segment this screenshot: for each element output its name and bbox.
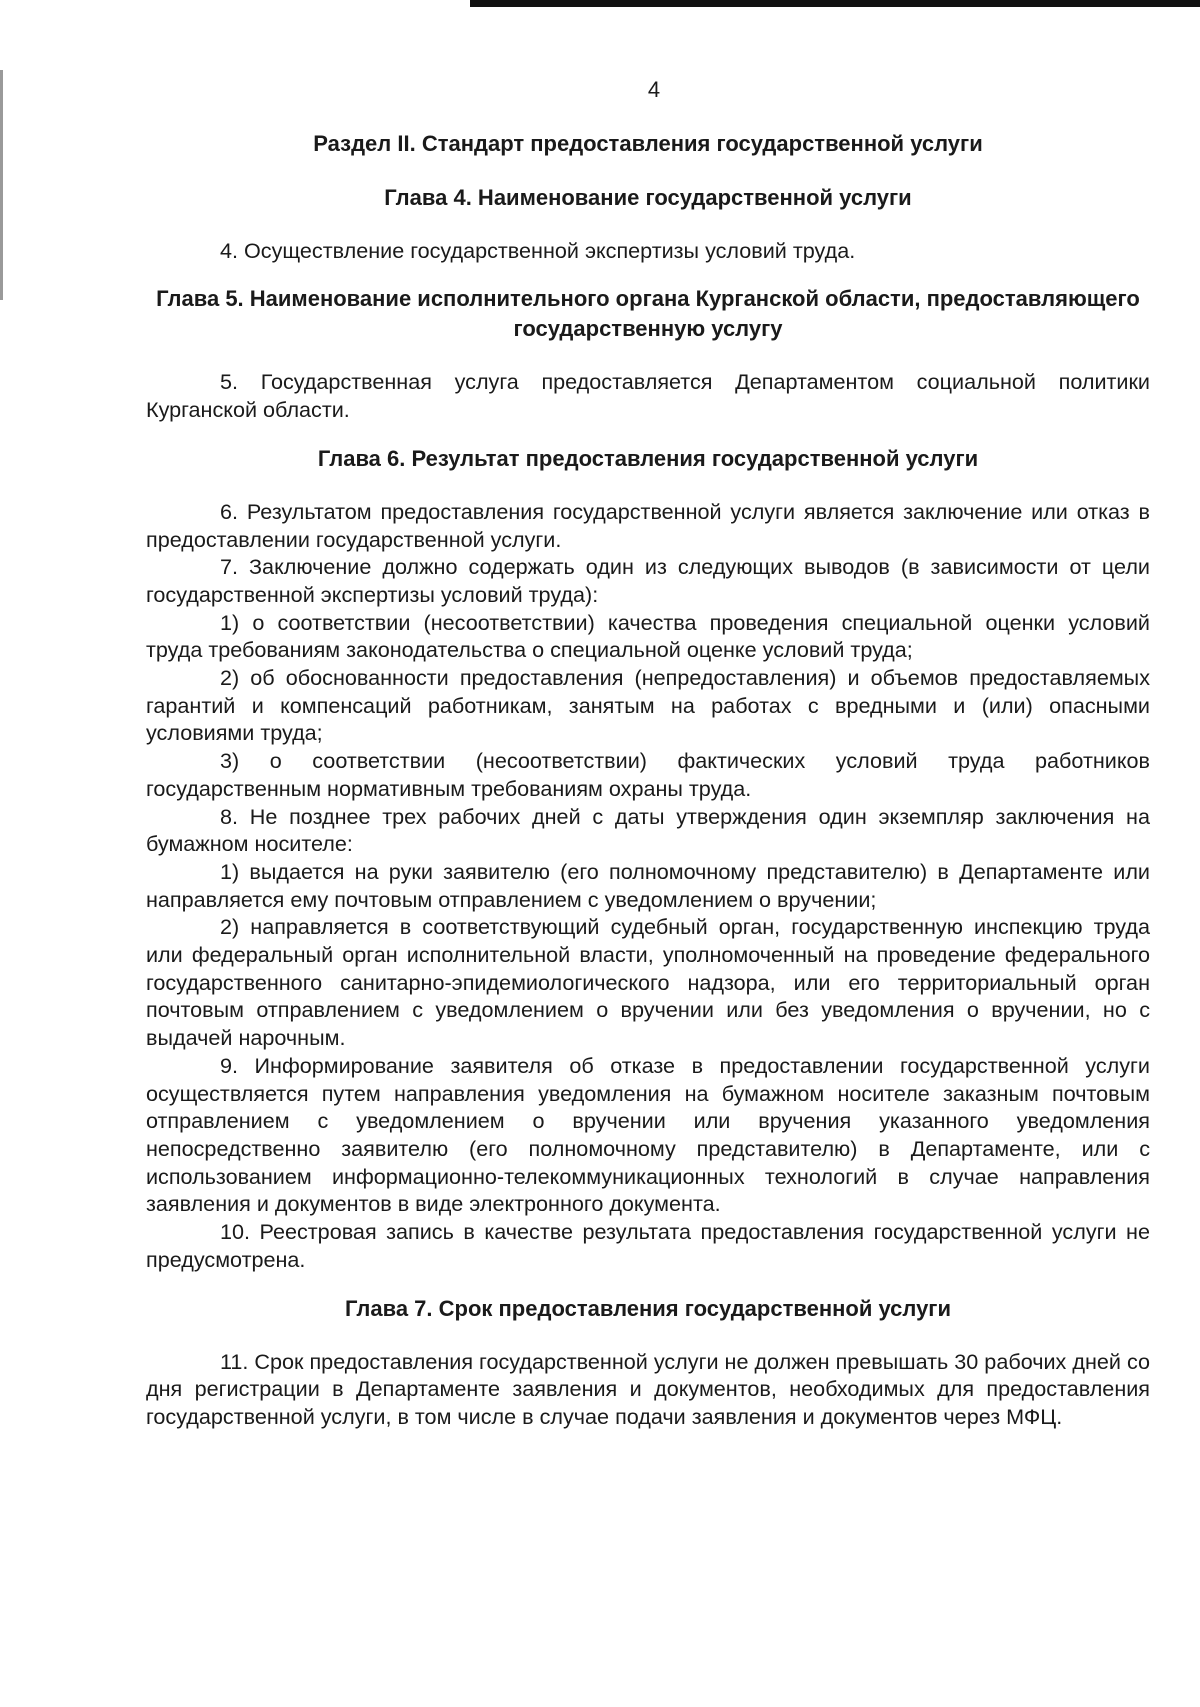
paragraph-8: 8. Не позднее трех рабочих дней с даты утверждения один экземпляр заключения на бумажном носителе:	[146, 803, 1150, 857]
paragraph-6: 6. Результатом предоставления государственной услуги является заключение или отказ в предоставлении государственной услуги.	[146, 498, 1150, 552]
chapter-4	[146, 183, 1150, 265]
scan-edge-left	[0, 70, 3, 300]
paragraph-7: 7. Заключение должно содержать один из следующих выводов (в зависимости от цели государственной экспертизы условий труда):	[146, 554, 1150, 607]
chapter-7	[146, 1294, 1150, 1431]
chapter-6	[146, 444, 1150, 1274]
paragraph-7-2: 2) об обоснованности предоставления (непредоставления) и объемов предоставляемых гарантий и компенсаций работникам, занятым на работах с вредными и (или) опасными условиями труда;	[146, 665, 1150, 746]
paragraph-8-2: 2) направляется в соответствующий судебный орган, государственную инспекцию труда или федеральный орган исполнительной власти, уполномоченный на проведение федерального государственного санитарно-эпидемиологического надзора, или его территориальный орган почтовым отправлением с уведомлением о вручении или без уведомления о вручении, но с выдачей нарочным.	[146, 914, 1150, 1051]
chapter-4-title: Глава 4. Наименование государственной услуги	[384, 184, 912, 210]
paragraph-8-1: 1) выдается на руки заявителю (его полномочному представителю) в Департаменте или направляется ему почтовым отправлением с уведомлением о вручении;	[146, 858, 1150, 912]
paragraph-7-3: 3) о соответствии (несоответствии) фактических условий труда работников государственным нормативным требованиям охраны труда.	[146, 748, 1150, 801]
paragraph-11: 11. Срок предоставления государственной услуги не должен превышать 30 рабочих дней со дня регистрации в Департаменте заявления и документов, необходимых для предоставления государственной услуги, в том числе в случае подачи заявления и документов через МФЦ.	[146, 1348, 1150, 1429]
chapter-7-title: Глава 7. Срок предоставления государственной услуги	[345, 1295, 951, 1321]
paragraph-4: 4. Осуществление государственной экспертизы условий труда.	[220, 237, 856, 263]
chapter-5-title: Глава 5. Наименование исполнительного органа Курганской области, предоставляющего государственную услугу	[156, 286, 1140, 342]
document-page	[146, 76, 1150, 1441]
paragraph-10: 10. Реестровая запись в качестве результата предоставления государственной услуги не предусмотрена.	[146, 1219, 1150, 1272]
paragraph-7-1: 1) о соответствии (несоответствии) качества проведения специальной оценки условий труда требованиям законодательства о специальной оценке условий труда;	[146, 609, 1150, 663]
section-title: Раздел II. Стандарт предоставления государственной услуги	[313, 130, 983, 156]
page-number: 4	[647, 77, 661, 102]
chapter-5	[146, 284, 1150, 423]
paragraph-9: 9. Информирование заявителя об отказе в предоставлении государственной услуги осуществляется путем направления уведомления на бумажном носителе заказным почтовым отправлением с уведомлением о вручении или вручения указанного уведомления непосредственно заявителю (его полномочному представителю) в Департаменте, или с использованием информационно-телекоммуникационных технологий в случае направления заявления и документов в виде электронного документа.	[146, 1052, 1150, 1217]
chapter-6-title: Глава 6. Результат предоставления государственной услуги	[317, 445, 979, 471]
scan-edge-top	[470, 0, 1200, 7]
paragraph-5: 5. Государственная услуга предоставляется Департаментом социальной политики Курганской области.	[146, 369, 1150, 423]
